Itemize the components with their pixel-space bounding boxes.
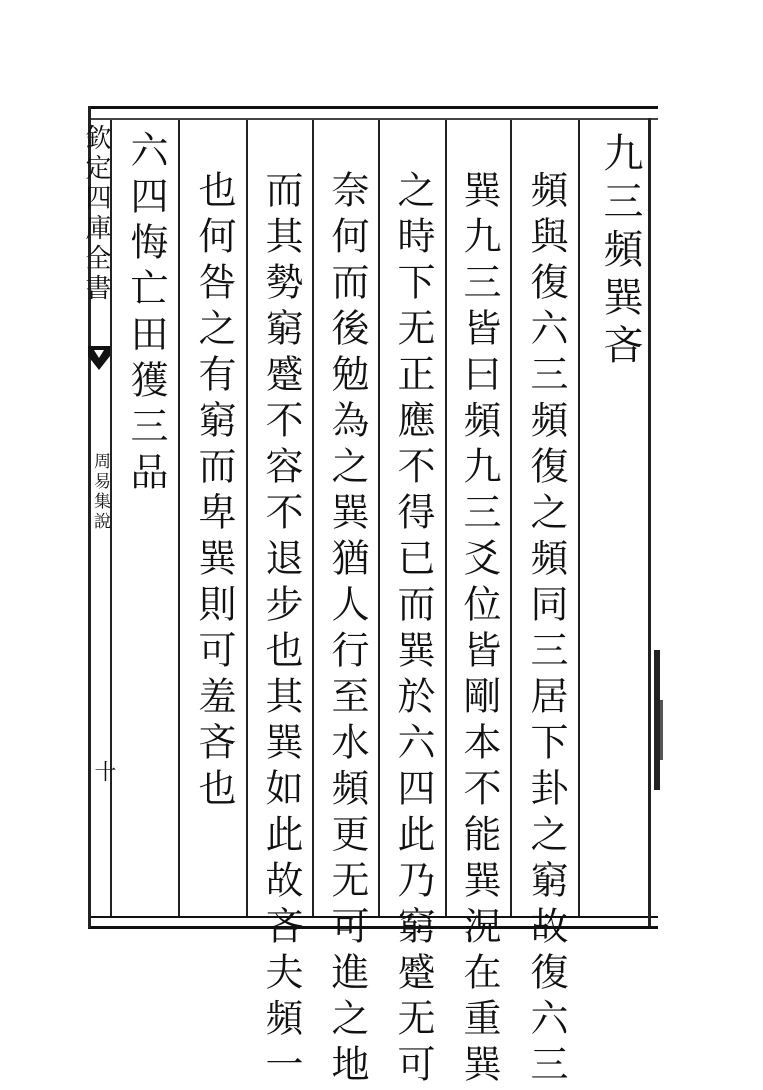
- text-column-6: 也何咎之有窮而卑巽則可羞吝也: [192, 170, 236, 814]
- text-column-5: 而其勢窮蹙不容不退步也其巽如此故吝夫頻一: [259, 170, 303, 1090]
- center-book-title: 周易集說: [90, 452, 110, 532]
- text-column-2: 巽九三皆曰頻九三爻位皆剛本不能巽況在重巽: [457, 170, 501, 1090]
- column-rule: [378, 120, 380, 916]
- top-border: [88, 106, 658, 109]
- column-rule: [312, 120, 314, 916]
- column-rule: [178, 120, 180, 916]
- text-column-3: 之時下无正應不得已而巽於六四此乃窮蹙无可: [391, 170, 435, 1090]
- fishtail-mark: [88, 346, 110, 376]
- column-rule: [510, 120, 512, 916]
- top-border-inner: [90, 118, 658, 120]
- bottom-border: [88, 916, 658, 918]
- folio-number: 十: [91, 760, 116, 782]
- edge-mark: [660, 700, 663, 760]
- column-rule: [246, 120, 248, 916]
- column-rule: [445, 120, 447, 916]
- text-column-4: 奈何而後勉為之巽猶人行至水頻更无可進之地: [325, 170, 369, 1090]
- text-column-1: 頻與復六三頻復之頻同三居下卦之窮故復六三: [524, 170, 568, 1090]
- header-fragment: 欽定四庫全書: [81, 124, 111, 304]
- column-rule: [578, 120, 580, 916]
- section-title: 九三頻巽吝: [597, 132, 643, 372]
- text-column-7: 六四悔亡田獲三品: [124, 130, 168, 498]
- bottom-border-outer: [88, 926, 658, 929]
